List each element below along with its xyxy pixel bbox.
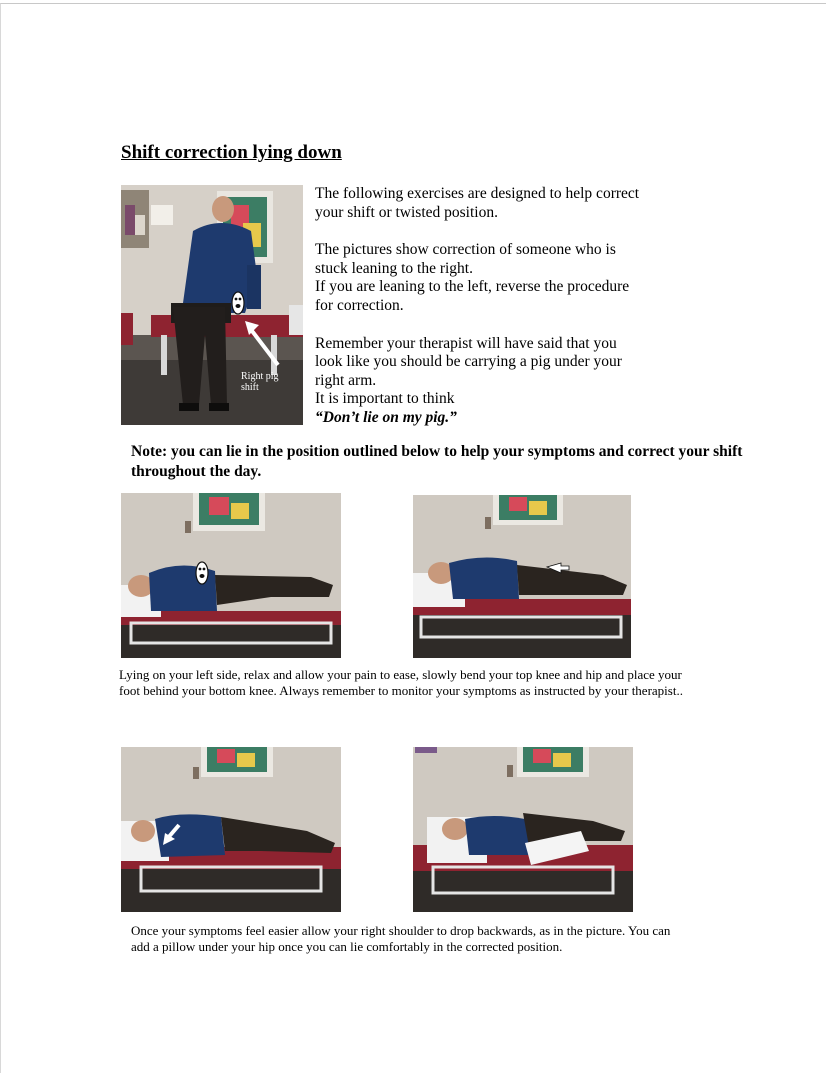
lying-photo-1 bbox=[121, 493, 341, 658]
caption-2: Once your symptoms feel easier allow your right shoulder to drop backwards, as in the picture. You can add a pillow under your hip once you can lie comfortably in the corrected position. bbox=[131, 923, 671, 954]
caption-1: Lying on your left side, relax and allow your pain to ease, slowly bend your top knee and hip and place your foot behind your bottom knee. Always remember to monitor your symptoms as instructed by your therapist.. bbox=[119, 667, 683, 698]
pig-shift-label: Right pig shift bbox=[241, 371, 279, 393]
lying-photo-2 bbox=[413, 495, 631, 658]
intro-paragraph-3b: It is important to think bbox=[315, 390, 455, 408]
lying-photo-4 bbox=[413, 747, 633, 912]
lying-photo-3 bbox=[121, 747, 341, 912]
intro-paragraph-2b: If you are leaning to the left, reverse the procedure for correction. bbox=[315, 278, 630, 314]
intro-paragraph-1: The following exercises are designed to help correct your shift or twisted position. bbox=[315, 185, 640, 221]
intro-paragraph-2a: The pictures show correction of someone who is stuck leaning to the right. bbox=[315, 241, 616, 277]
page-title: Shift correction lying down bbox=[121, 142, 342, 163]
intro-paragraph-3a: Remember your therapist will have said that you look like you should be carrying a pig under your right arm. bbox=[315, 334, 622, 389]
pig-quote: “Don’t lie on my pig.” bbox=[315, 408, 457, 426]
intro-text bbox=[315, 185, 645, 428]
note-text: Note: you can lie in the position outlined below to help your symptoms and correct your shift throughout the day. bbox=[131, 443, 743, 480]
standing-photo bbox=[121, 185, 303, 425]
